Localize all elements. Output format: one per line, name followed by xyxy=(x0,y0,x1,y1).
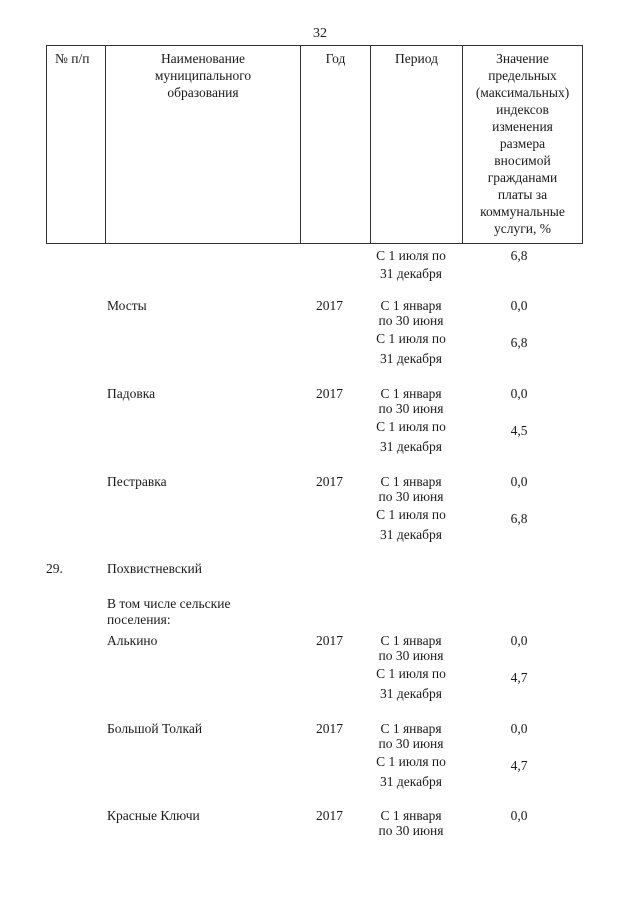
period-cell xyxy=(360,385,462,456)
period-line: С 1 января xyxy=(380,721,442,736)
header-value-line: изменения xyxy=(492,119,553,134)
municipality-name: Красные Ключи xyxy=(107,808,200,823)
header-index: № п/п xyxy=(47,46,106,244)
period-cell xyxy=(360,632,462,703)
year-cell: 2017 xyxy=(316,633,343,648)
value-cell: 6,8 xyxy=(510,511,528,526)
period-line: 31 декабря xyxy=(380,686,442,701)
municipality-name: Падовка xyxy=(107,386,156,401)
subheading xyxy=(107,596,230,628)
row-index: 29. xyxy=(46,561,63,576)
header-name-line: образования xyxy=(167,85,239,100)
subheading-line: поселения: xyxy=(107,612,171,627)
header-name xyxy=(106,46,301,244)
year-cell: 2017 xyxy=(316,474,343,489)
header-value-line: индексов xyxy=(496,102,549,117)
period-line: С 1 января xyxy=(380,474,442,489)
header-value-line: коммунальные xyxy=(480,204,565,219)
year-cell: 2017 xyxy=(316,298,343,313)
period-line: С 1 июля по xyxy=(376,507,446,522)
period-cell xyxy=(360,247,462,283)
municipality-name: Алькино xyxy=(107,633,158,648)
year-cell: 2017 xyxy=(316,721,343,736)
page-number: 32 xyxy=(313,26,327,41)
period-line: С 1 января xyxy=(380,808,442,823)
header-year: Год xyxy=(301,46,371,244)
table-header xyxy=(46,45,583,244)
subheading-line: В том числе сельские xyxy=(107,596,231,611)
period-line: 31 декабря xyxy=(380,774,442,789)
value-cell: 0,0 xyxy=(510,633,528,648)
header-name-line: муниципального xyxy=(154,68,252,83)
period-cell xyxy=(360,473,462,544)
header-value-line: платы за xyxy=(497,187,548,202)
district-name: Похвистневский xyxy=(107,561,202,576)
header-value-line: (максимальных) xyxy=(475,85,570,100)
period-line: по 30 июня xyxy=(378,313,444,328)
value-cell: 4,7 xyxy=(510,670,528,685)
header-value-line: Значение xyxy=(496,51,549,66)
header-value-line: услуги, % xyxy=(494,221,551,236)
period-line: С 1 июля по xyxy=(376,754,446,769)
header-value-line: предельных xyxy=(488,68,557,83)
value-cell: 0,0 xyxy=(510,808,528,823)
value-cell: 0,0 xyxy=(510,721,528,736)
value-cell: 0,0 xyxy=(510,386,528,401)
municipality-name: Мосты xyxy=(107,298,147,313)
year-cell: 2017 xyxy=(316,808,343,823)
municipality-name: Большой Толкай xyxy=(107,721,203,736)
period-line: по 30 июня xyxy=(378,489,444,504)
period-line: С 1 января xyxy=(380,633,442,648)
value-cell: 4,7 xyxy=(510,758,528,773)
period-line: по 30 июня xyxy=(378,648,444,663)
period-cell xyxy=(360,297,462,368)
period-line: С 1 января xyxy=(380,386,442,401)
period-line: по 30 июня xyxy=(378,736,444,751)
year-cell: 2017 xyxy=(316,386,343,401)
header-period: Период xyxy=(371,46,463,244)
period-line: С 1 июля по xyxy=(376,666,446,681)
period-line: С 1 июля по xyxy=(376,248,446,263)
value-cell: 4,5 xyxy=(510,423,528,438)
period-cell xyxy=(360,807,462,840)
value-cell: 6,8 xyxy=(510,335,528,350)
period-line: по 30 июня xyxy=(378,823,444,838)
value-cell: 6,8 xyxy=(510,248,528,263)
municipality-name: Пестравка xyxy=(107,474,167,489)
period-line: 31 декабря xyxy=(380,351,442,366)
period-line: 31 декабря xyxy=(380,527,442,542)
period-line: 31 декабря xyxy=(380,439,442,454)
period-line: С 1 января xyxy=(380,298,442,313)
period-line: по 30 июня xyxy=(378,401,444,416)
value-cell: 0,0 xyxy=(510,298,528,313)
header-value-line: размера xyxy=(499,136,546,151)
header-value-line: гражданами xyxy=(487,170,558,185)
header-value-line: вносимой xyxy=(494,153,551,168)
header-value xyxy=(463,46,583,244)
value-cell: 0,0 xyxy=(510,474,528,489)
period-line: С 1 июля по xyxy=(376,419,446,434)
period-line: 31 декабря xyxy=(380,266,442,281)
period-line: С 1 июля по xyxy=(376,331,446,346)
header-name-line: Наименование xyxy=(160,51,246,66)
period-cell xyxy=(360,720,462,791)
